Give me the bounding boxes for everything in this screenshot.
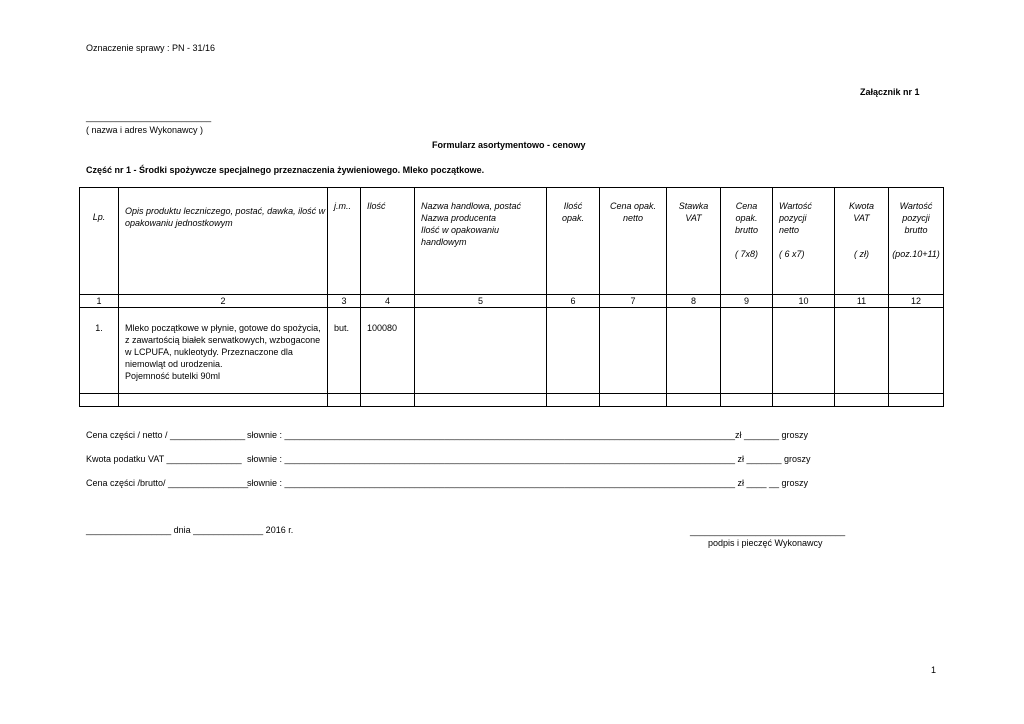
table-row <box>80 308 944 394</box>
column-number: 8 <box>667 295 721 308</box>
column-number: 7 <box>600 295 667 308</box>
net-total-label: Cena części / netto / _______________ <box>86 430 246 440</box>
header-gross-value: Wartość pozycji brutto (poz.10+11) <box>889 188 944 295</box>
column-number: 2 <box>119 295 328 308</box>
row-unit: but. <box>328 308 361 394</box>
header-vat-rate: Stawka VAT <box>667 188 721 295</box>
row-description: Mleko początkowe w płynie, gotowe do spożycia, z zawartością białek serwatkowych, wzbogacone w LCPUFA, nukleotydy. Przeznaczone dla niemowląt od urodzenia. Pojemność butelki 90ml <box>119 308 328 394</box>
column-number: 4 <box>361 295 415 308</box>
gross-total-words: słownie : __________________________________________________________________________________________ zł ____ __ groszy <box>247 478 809 488</box>
part-title: Część nr 1 - Środki spożywcze specjalnego przeznaczenia żywieniowego. Mleko początkowe. <box>86 165 485 175</box>
gross-total-label: Cena części /brutto/ ________________ <box>86 478 249 488</box>
column-number: 6 <box>547 295 600 308</box>
column-number: 1 <box>80 295 119 308</box>
contractor-label: ( nazwa i adres Wykonawcy ) <box>86 125 203 135</box>
header-trade-name: Nazwa handlowa, postać Nazwa producenta Ilość w opakowaniu handlowym <box>415 188 547 295</box>
header-net-value: Wartość pozycji netto ( 6 x7) <box>773 188 835 295</box>
header-lp: Lp. <box>80 188 119 295</box>
contractor-line: _________________________ <box>86 112 212 122</box>
case-reference: Oznaczenie sprawy : PN - 31/16 <box>86 43 216 53</box>
attachment-label: Załącznik nr 1 <box>860 87 920 97</box>
price-table <box>79 187 944 407</box>
header-quantity: Ilość <box>361 188 415 295</box>
vat-total-words: słownie : __________________________________________________________________________________________ zł _______ groszy <box>247 454 811 464</box>
column-number: 3 <box>328 295 361 308</box>
header-unit: j.m.. <box>328 188 361 295</box>
table-header-row <box>80 188 944 295</box>
column-number: 5 <box>415 295 547 308</box>
row-net-value <box>773 308 835 394</box>
row-trade-name <box>415 308 547 394</box>
column-number-row <box>80 295 944 308</box>
summary-row <box>80 394 944 407</box>
column-number: 12 <box>889 295 944 308</box>
row-lp: 1. <box>80 308 119 394</box>
header-net-price: Cena opak. netto <box>600 188 667 295</box>
net-total-words: słownie : __________________________________________________________________________________________zł _______ groszy <box>247 430 809 440</box>
row-quantity: 100080 <box>361 308 415 394</box>
row-vat-rate <box>667 308 721 394</box>
row-vat-amount <box>835 308 889 394</box>
vat-total-label: Kwota podatku VAT _______________ <box>86 454 242 464</box>
column-number: 9 <box>721 295 773 308</box>
row-gross-price <box>721 308 773 394</box>
column-number: 10 <box>773 295 835 308</box>
row-pack-quantity <box>547 308 600 394</box>
row-net-price <box>600 308 667 394</box>
row-gross-value <box>889 308 944 394</box>
date-line: _________________ dnia ______________ 2016 r. <box>86 525 294 535</box>
page-number: 1 <box>931 665 937 675</box>
column-number: 11 <box>835 295 889 308</box>
header-description: Opis produktu leczniczego, postać, dawka, ilość w opakowaniu jednostkowym <box>119 188 328 295</box>
signature-line: _______________________________ <box>690 526 846 536</box>
header-gross-price: Cena opak. brutto ( 7x8) <box>721 188 773 295</box>
form-title: Formularz asortymentowo - cenowy <box>432 140 586 150</box>
signature-label: podpis i pieczęć Wykonawcy <box>708 538 823 548</box>
header-vat-amount: Kwota VAT ( zł) <box>835 188 889 295</box>
header-pack-quantity: Ilość opak. <box>547 188 600 295</box>
